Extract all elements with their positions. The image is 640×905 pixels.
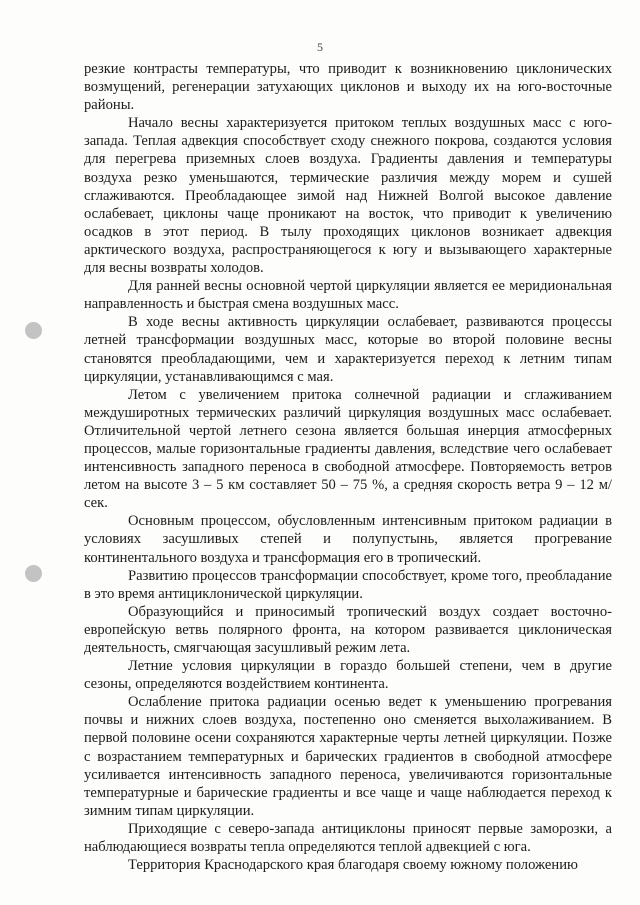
paragraph: резкие контрасты температуры, что приводит к возникновению циклонических возмущений, регенерации затухающих циклонов и выходу их на юго-восточные районы. — [84, 61, 612, 114]
paragraph: В ходе весны активность циркуляции ослабевает, развиваются процессы летней трансформации воздушных масс, которые во второй половине весны становятся преобладающими, чем и характеризуется переход к летним типам циркуляции, устанавливающимся с мая. — [84, 314, 612, 385]
document-text — [84, 60, 612, 874]
page-number: 5 — [317, 40, 323, 54]
binder-hole — [25, 565, 42, 582]
paragraph: Для ранней весны основной чертой циркуляции является ее меридиональная направленность и быстрая смена воздушных масс. — [84, 278, 612, 313]
paragraph: Начало весны характеризуется притоком теплых воздушных масс с юго-запада. Теплая адвекция способствует сходу снежного покрова, создаются условия для перегрева приземных слоев воздуха. Градиенты давления и температуры воздуха резко уменьшаются, термические различия между морем и сушей сглаживаются. Преобладающее зимой над Нижней Волгой высокое давление ослабевает, циклоны чаще проникают на восток, что приводит к увеличению осадков в этот период. В тылу проходящих циклонов возникает адвекция арктического воздуха, распространяющегося к югу и вызывающего характерные для весны возвраты холодов. — [84, 115, 612, 277]
paragraph: Летние условия циркуляции в гораздо большей степени, чем в другие сезоны, определяются воздействием континента. — [84, 658, 612, 693]
paragraph: Образующийся и приносимый тропический воздух создает восточно-европейскую ветвь полярного фронта, на котором развивается циклоническая деятельность, смягчающая засушливый режим лета. — [84, 603, 612, 656]
paragraph: Летом с увеличением притока солнечной радиации и сглаживанием междуширотных термических различий циркуляция воздушных масс ослабевает. Отличительной чертой летнего сезона является большая инерция атмосферных процессов, малые горизонтальные градиенты давления, вследствие чего ослабевает интенсивность западного переноса в свободной атмосфере. Повторяемость ветров летом на высоте 3 – 5 км составляет 50 – 75 %, а средняя скорость ветра 9 – 12 м/сек. — [84, 386, 612, 512]
paragraph: Развитию процессов трансформации способствует, кроме того, преобладание в это время антициклонической циркуляции. — [84, 567, 612, 602]
paragraph: Территория Краснодарского края благодаря своему южному положению — [128, 857, 578, 874]
paragraph: Основным процессом, обусловленным интенсивным притоком радиации в условиях засушливых степей и полупустынь, является прогревание континентального воздуха и трансформация его в тропический. — [84, 513, 612, 566]
paragraph: Ослабление притока радиации осенью ведет к уменьшению прогревания почвы и нижних слоев воздуха, постепенно оно сменяется выхолаживанием. В первой половине осени сохраняются характерные черты летней циркуляции. Позже с возрастанием температурных и барических градиентов в свободной атмосфере усиливается интенсивность западного переноса, увеличиваются горизонтальные температурные и барические градиенты и все чаще и чаще наблюдается переход к зимним типам циркуляции. — [84, 694, 612, 819]
binder-hole — [25, 322, 42, 339]
paragraph: Приходящие с северо-запада антициклоны приносят первые заморозки, а наблюдающиеся возвраты тепла определяются теплой адвекцией с юга. — [84, 820, 612, 856]
